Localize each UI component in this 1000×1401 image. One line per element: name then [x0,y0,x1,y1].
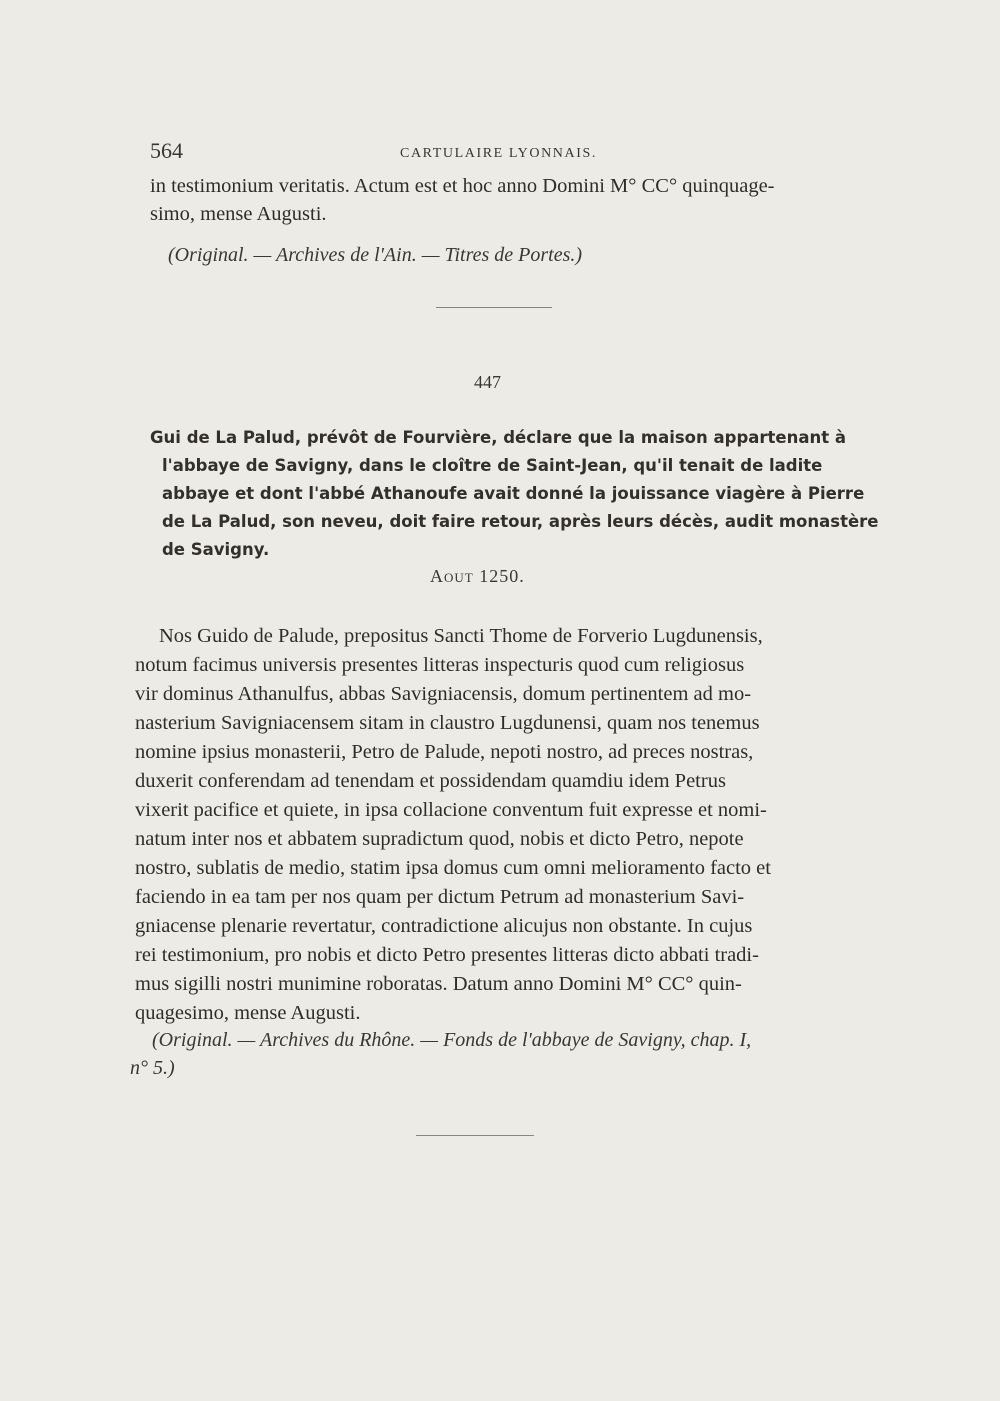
summary-line: de La Palud, son neveu, doit faire retour, après leurs décès, audit monastère [162,512,879,531]
text-line: vir dominus Athanulfus, abbas Savigniacensis, domum pertinentem ad mo- [135,683,752,705]
previous-source-note: (Original. — Archives de l'Ain. — Titres de Portes.) [168,244,583,266]
text-line: nostro, sublatis de medio, statim ipsa domus cum omni melioramento facto et [135,857,771,879]
text-line: nomine ipsius monasterii, Petro de Palude, nepoti nostro, ad preces nostras, [135,741,754,763]
running-head [150,138,850,168]
summary-line: de Savigny. [162,540,270,559]
source-note [130,1026,850,1082]
section-divider [416,1135,534,1136]
section-divider [436,307,552,308]
summary-line: Gui de La Palud, prévôt de Fourvière, déclare que la maison appartenant à [150,428,847,447]
text-line: gniacense plenarie revertatur, contradictione alicujus non obstante. In cujus [135,915,753,937]
text-line: rei testimonium, pro nobis et dicto Petro presentes litteras dicto abbati tradi- [135,944,759,966]
text-line: duxerit conferendam ad tenendam et possidendam quamdiu idem Petrus [135,770,726,792]
text-line: nasterium Savigniacensem sitam in claustro Lugdunensi, quam nos tenemus [135,712,760,734]
text-line: in testimonium veritatis. Actum est et hoc anno Domini M° CC° quinquage- [150,175,775,197]
charter-text [135,622,845,1028]
text-line: simo, mense Augusti. [150,203,327,225]
summary-line: abbaye et dont l'abbé Athanoufe avait donné la jouissance viagère à Pierre [162,484,865,503]
text-line: notum facimus universis presentes litteras inspecturis quod cum religiosus [135,654,745,676]
text-line: mus sigilli nostri munimine roboratas. Datum anno Domini M° CC° quin- [135,973,742,995]
text-line: Nos Guido de Palude, prepositus Sancti Thome de Forverio Lugdunensis, [159,625,763,647]
previous-document-ending [150,172,850,228]
document-date: Aout 1250. [430,566,525,586]
summary-line: l'abbaye de Savigny, dans le cloître de Saint-Jean, qu'il tenait de ladite [162,456,823,475]
document-number: 447 [474,372,501,392]
document-summary [150,424,879,564]
page-number: 564 [150,138,183,163]
running-title: CARTULAIRE LYONNAIS. [400,146,597,161]
text-line: faciendo in ea tam per nos quam per dictum Petrum ad monasterium Savi- [135,886,745,908]
text-line: quagesimo, mense Augusti. [135,1002,361,1024]
text-line: vixerit pacifice et quiete, in ipsa collacione conventum fuit expresse et nomi- [135,799,767,821]
source-line: (Original. — Archives du Rhône. — Fonds de l'abbaye de Savigny, chap. I, [152,1029,752,1051]
source-line: n° 5.) [130,1057,175,1079]
text-line: natum inter nos et abbatem supradictum quod, nobis et dicto Petro, nepote [135,828,744,850]
